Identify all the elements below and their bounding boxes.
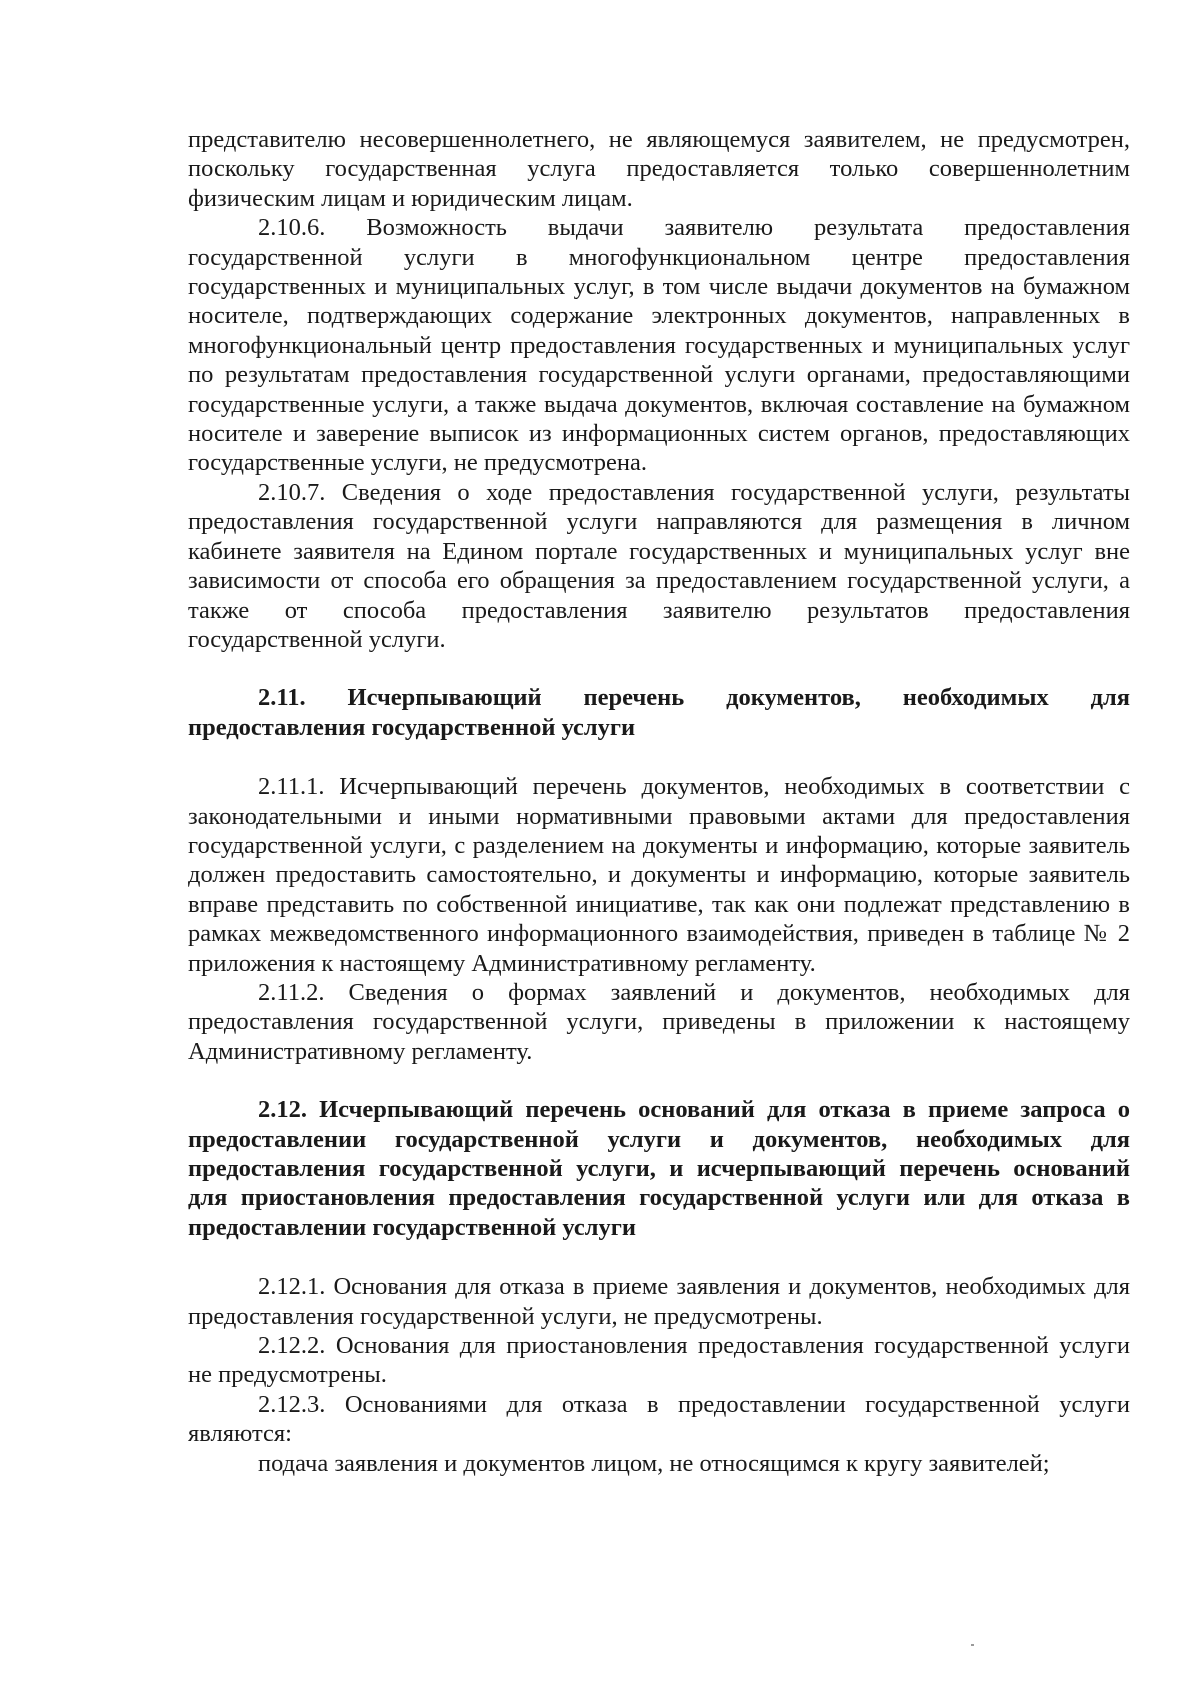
paragraph-2-11-2: 2.11.2. Сведения о формах заявлений и документов, необходимых для предоставления государственной услуги, приведены в приложении к настоящему Административному регламенту. bbox=[188, 978, 1130, 1065]
heading-2-12: 2.12. Исчерпывающий перечень оснований для отказа в приеме запроса о предоставлении государственной услуги и документов, необходимых для предоставления государственной услуги, и исчерпывающий перечень оснований для приостановления предоставления государственной услуги или для отказа в предоставлении государственной услуги bbox=[188, 1096, 1130, 1241]
document-page bbox=[188, 125, 1130, 1478]
spacer bbox=[188, 1242, 1130, 1272]
spacer bbox=[188, 1066, 1130, 1095]
paragraph-carryover: представителю несовершеннолетнего, не являющемуся заявителем, не предусмотрен, поскольку государственная услуга предоставляется только совершеннолетним физическим лицам и юридическим лицам. bbox=[188, 126, 1130, 212]
paragraph-2-11-1: 2.11.1. Исчерпывающий перечень документов, необходимых в соответствии с законодательными и иными нормативными правовыми актами для предоставления государственной услуги, с разделением на документы и информацию, которые заявитель должен предоставить самостоятельно, и документы и информацию, которые заявитель вправе представить по собственной инициативе, так как они подлежат представлению в рамках межведомственного информационного взаимодействия, приведен в таблице № 2 приложения к настоящему Административному регламенту. bbox=[188, 773, 1130, 977]
scan-speck bbox=[971, 1644, 974, 1646]
paragraph-2-10-6: 2.10.6. Возможность выдачи заявителю результата предоставления государственной услуги в многофункциональном центре предоставления государственных и муниципальных услуг, в том числе выдачи документов на бумажном носителе, подтверждающих содержание электронных документов, направленных в многофункциональный центр предоставления государственных и муниципальных услуг по результатам предоставления государственной услуги органами, предоставляющими государственные услуги, а также выдача документов, включая составление на бумажном носителе и заверение выписок из информационных систем органов, предоставляющих государственные услуги, не предусмотрена. bbox=[188, 214, 1130, 477]
paragraph-2-12-2: 2.12.2. Основания для приостановления предоставления государственной услуги не предусмотрены. bbox=[188, 1332, 1130, 1389]
paragraph-2-12-3: 2.12.3. Основаниями для отказа в предоставлении государственной услуги являются: bbox=[188, 1390, 1130, 1448]
spacer bbox=[188, 742, 1130, 772]
paragraph-2-12-1: 2.12.1. Основания для отказа в приеме заявления и документов, необходимых для предоставления государственной услуги, не предусмотрены. bbox=[188, 1273, 1130, 1330]
list-item-refusal-ground-1: подача заявления и документов лицом, не относящимся к кругу заявителей; bbox=[258, 1449, 1050, 1477]
spacer bbox=[188, 654, 1130, 683]
paragraph-2-10-7: 2.10.7. Сведения о ходе предоставления государственной услуги, результаты предоставления государственной услуги направляются для размещения в личном кабинете заявителя на Едином портале государственных и муниципальных услуг вне зависимости от способа его обращения за предоставлением государственной услуги, а также от способа предоставления заявителю результатов предоставления государственной услуги. bbox=[188, 478, 1130, 653]
heading-2-11: 2.11. Исчерпывающий перечень документов, необходимых для предоставления государственной услуги bbox=[188, 684, 1130, 741]
